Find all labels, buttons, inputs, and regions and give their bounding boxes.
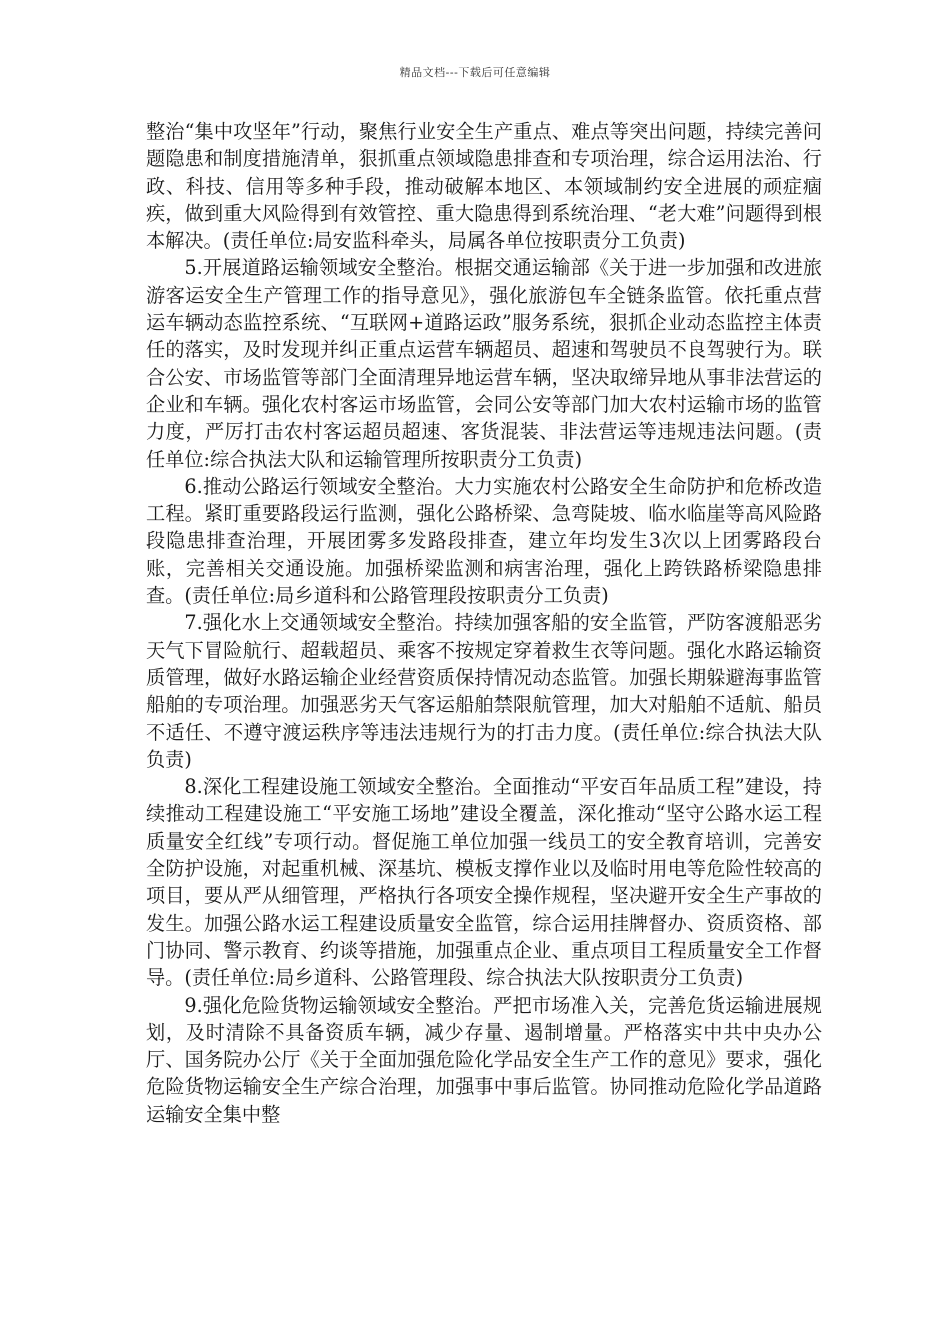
document-body — [146, 118, 822, 1128]
paragraph-continuation: 整治“集中攻坚年”行动，聚焦行业安全生产重点、难点等突出问题，持续完善问题隐患和制度措施清单，狠抓重点领域隐患排查和专项治理，综合运用法治、行政、科技、信用等多种手段，推动破解本地区、本领域制约安全进展的顽症痼疾，做到重大风险得到有效管控、重大隐患得到系统治理、“老大难”问题得到根本解决。(责任单位:局安监科牵头，局属各单位按职责分工负责) — [146, 120, 822, 253]
paragraph-item-9-hazardous-cargo: 9.强化危险货物运输领域安全整治。严把市场准入关，完善危货运输进展规划，及时清除不具备资质车辆，减少存量、遏制增量。严格落实中共中央办公厅、国务院办公厅《关于全面加强危险化学品安全生产工作的意见》要求，强化危险货物运输安全生产综合治理，加强事中事后监管。协同推动危险化学品道路运输安全集中整 — [146, 993, 822, 1126]
paragraph-item-6-highway-operation: 6.推动公路运行领域安全整治。大力实施农村公路安全生命防护和危桥改造工程。紧盯重要路段运行监测，强化公路桥梁、急弯陡坡、临水临崖等高风险路段隐患排查治理，开展团雾多发路段排查，建立年均发生3次以上团雾路段台账，完善相关交通设施。加强桥梁监测和病害治理，强化上跨铁路桥梁隐患排查。(责任单位:局乡道科和公路管理段按职责分工负责) — [146, 474, 822, 608]
paragraph-item-8-construction: 8.深化工程建设施工领域安全整治。全面推动“平安百年品质工程”建设，持续推动工程建设施工“平安施工场地”建设全覆盖，深化推动“坚守公路水运工程质量安全红线”专项行动。督促施工单位加强一线员工的安全教育培训，完善安全防护设施，对起重机械、深基坑、模板支撑作业以及临时用电等危险性较高的项目，要从严从细管理，严格执行各项安全操作规程，坚决避开安全生产事故的发生。加强公路水运工程建设质量安全监管，综合运用挂牌督办、资质资格、部门协同、警示教育、约谈等措施，加强重点企业、重点项目工程质量安全工作督导。(责任单位:局乡道科、公路管理段、综合执法大队按职责分工负责) — [146, 775, 822, 990]
page-header: 精品文档---下载后可任意编辑 — [399, 66, 551, 79]
paragraph-item-5-road-transport: 5.开展道路运输领域安全整治。根据交通运输部《关于进一步加强和改进旅游客运安全生产管理工作的指导意见》，强化旅游包车全链条监管。依托重点营运车辆动态监控系统、“互联网+道路运政”服务系统，狠抓企业动态监控主体责任的落实，及时发现并纠正重点运营车辆超员、超速和驾驶员不良驾驶行为。联合公安、市场监管等部门全面清理异地运营车辆，坚决取缔异地从事非法营运的企业和车辆。强化农村客运市场监管，会同公安等部门加大农村运输市场的监管力度，严厉打击农村客运超员超速、客货混装、非法营运等违规违法问题。(责任单位:综合执法大队和运输管理所按职责分工负责) — [146, 256, 822, 471]
paragraph-item-7-water-traffic: 7.强化水上交通领域安全整治。持续加强客船的安全监管，严防客渡船恶劣天气下冒险航行、超载超员、乘客不按规定穿着救生衣等问题。强化水路运输资质管理，做好水路运输企业经营资质保持情况动态监管。加强长期躲避海事监管船舶的专项治理。加强恶劣天气客运船舶禁限航管理，加大对船舶不适航、船员不适任、不遵守渡运秩序等违法违规行为的打击力度。(责任单位:综合执法大队负责) — [146, 611, 822, 771]
